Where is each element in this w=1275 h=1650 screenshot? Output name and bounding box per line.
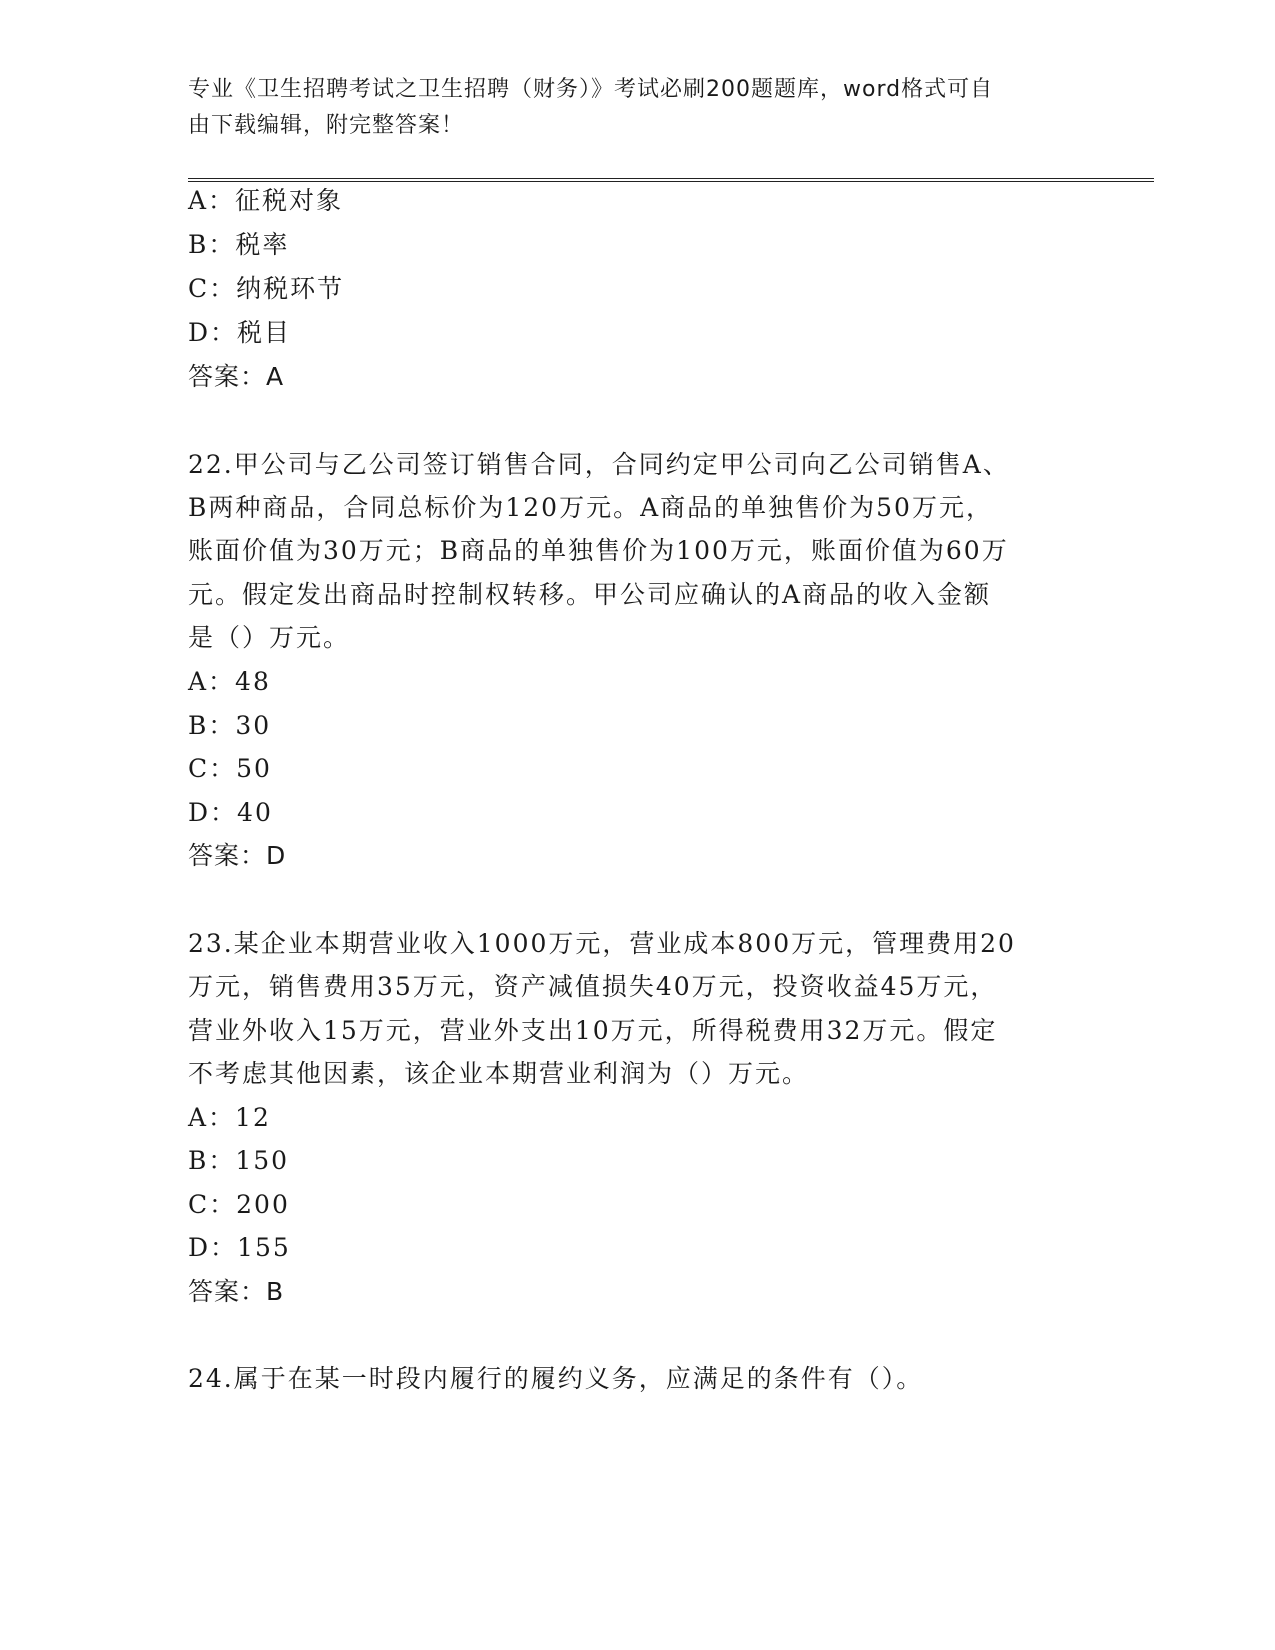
question-23-option-c: C：200 <box>188 1190 290 1219</box>
question-23-line-4: 不考虑其他因素，该企业本期营业利润为（）万元。 <box>188 1059 810 1088</box>
question-22-option-d: D：40 <box>188 798 273 827</box>
answer-line: 答案：A <box>188 362 285 391</box>
option-c: C：纳税环节 <box>188 274 345 303</box>
question-23-line-2: 万元，销售费用35万元，资产减值损失40万元，投资收益45万元， <box>188 972 998 1001</box>
header-line-2: 由下载编辑，附完整答案！ <box>188 113 465 138</box>
question-22-option-c: C：50 <box>188 754 272 783</box>
header-divider <box>188 178 1154 182</box>
question-23-answer: 答案：B <box>188 1277 285 1306</box>
question-22-line-1: 22.甲公司与乙公司签订销售合同，合同约定甲公司向乙公司销售A、 <box>188 450 1010 479</box>
question-22-line-4: 元。假定发出商品时控制权转移。甲公司应确认的A商品的收入金额 <box>188 580 992 609</box>
question-23-option-d: D：155 <box>188 1233 291 1262</box>
question-22-answer: 答案：D <box>188 841 287 870</box>
question-23-line-1: 23.某企业本期营业收入1000万元，营业成本800万元，管理费用20 <box>188 929 1016 958</box>
option-d: D：税目 <box>188 318 292 347</box>
question-24-line-1: 24.属于在某一时段内履行的履约义务，应满足的条件有（）。 <box>188 1364 924 1393</box>
document-header <box>188 72 1068 144</box>
question-22-option-b: B：30 <box>188 711 272 740</box>
question-22-line-3: 账面价值为30万元；B商品的单独售价为100万元，账面价值为60万 <box>188 536 1009 565</box>
option-a: A：征税对象 <box>188 186 344 215</box>
question-23-option-b: B：150 <box>188 1146 290 1175</box>
question-22-line-2: B两种商品，合同总标价为120万元。A商品的单独售价为50万元， <box>188 493 993 522</box>
question-22-option-a: A：48 <box>188 667 271 696</box>
option-b: B：税率 <box>188 230 290 259</box>
question-23-option-a: A：12 <box>188 1103 271 1132</box>
question-22-line-5: 是（）万元。 <box>188 623 351 652</box>
question-23-line-3: 营业外收入15万元，营业外支出10万元，所得税费用32万元。假定 <box>188 1016 998 1045</box>
header-line-1: 专业《卫生招聘考试之卫生招聘（财务）》考试必刷200题题库，word格式可自 <box>188 77 994 102</box>
